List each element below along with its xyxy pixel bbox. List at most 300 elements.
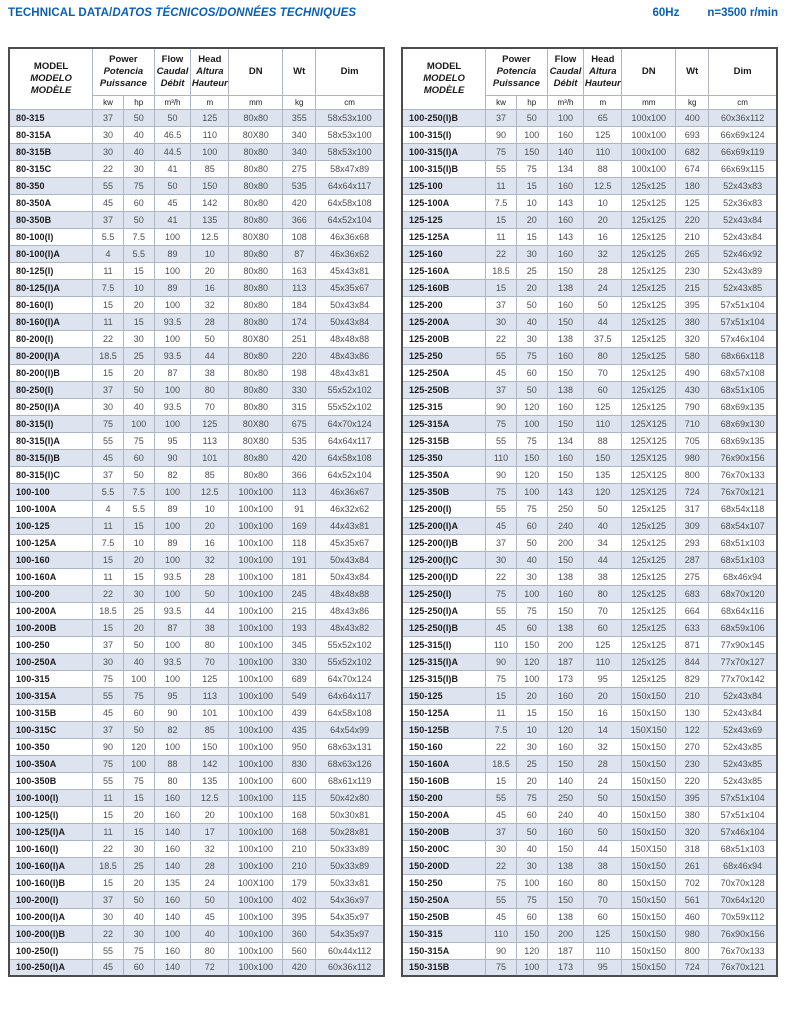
value-cell: 150x150 [622, 738, 676, 755]
value-cell: 77x90x145 [709, 636, 777, 653]
value-cell: 100x100 [229, 772, 283, 789]
value-cell: 80x80 [229, 194, 283, 211]
value-cell: 215 [283, 602, 316, 619]
table-row [402, 602, 777, 619]
table-row [402, 636, 777, 653]
value-cell: 110 [486, 925, 517, 942]
table-row [402, 891, 777, 908]
value-cell: 30 [123, 840, 154, 857]
value-cell: 7.5 [93, 534, 124, 551]
table-row [9, 143, 384, 160]
tables-container [8, 47, 778, 977]
value-cell: 88 [584, 432, 622, 449]
value-cell: 120 [584, 483, 622, 500]
model-cell: 150-125 [402, 687, 486, 704]
value-cell: 80X80 [229, 432, 283, 449]
value-cell: 90 [93, 738, 124, 755]
header-head-fr: Hauteur [191, 77, 228, 89]
value-cell: 125x125 [622, 551, 676, 568]
value-cell: 11 [486, 177, 517, 194]
value-cell: 52x43x84 [709, 704, 777, 721]
value-cell: 100x100 [229, 653, 283, 670]
value-cell: 22 [93, 330, 124, 347]
value-cell: 160 [547, 738, 584, 755]
value-cell: 22 [93, 840, 124, 857]
table-row [9, 194, 384, 211]
value-cell: 15 [93, 619, 124, 636]
table-row [9, 449, 384, 466]
value-cell: 125x125 [622, 619, 676, 636]
value-cell: 38 [584, 857, 622, 874]
col-header-model [402, 48, 486, 109]
value-cell: 76x70x121 [709, 483, 777, 500]
value-cell: 125 [676, 194, 709, 211]
table-row [402, 687, 777, 704]
table-row [9, 415, 384, 432]
value-cell: 710 [676, 415, 709, 432]
value-cell: 52x46x92 [709, 245, 777, 262]
value-cell: 50 [584, 296, 622, 313]
value-cell: 44 [191, 602, 229, 619]
operating-conditions [653, 7, 779, 19]
value-cell: 125 [584, 126, 622, 143]
value-cell: 68x51x105 [709, 381, 777, 398]
value-cell: 80x80 [229, 313, 283, 330]
header-model-en: MODEL [426, 60, 462, 72]
value-cell: 150 [547, 466, 584, 483]
value-cell: 37 [486, 381, 517, 398]
value-cell: 15 [486, 279, 517, 296]
model-cell: 125-250(I)A [402, 602, 486, 619]
table-row [402, 534, 777, 551]
value-cell: 75 [486, 415, 517, 432]
value-cell: 113 [283, 279, 316, 296]
value-cell: 48x48x88 [316, 585, 384, 602]
value-cell: 15 [516, 704, 547, 721]
model-cell: 125-125 [402, 211, 486, 228]
value-cell: 100 [154, 670, 191, 687]
value-cell: 7.5 [93, 279, 124, 296]
value-cell: 330 [283, 381, 316, 398]
value-cell: 113 [283, 483, 316, 500]
value-cell: 80x80 [229, 364, 283, 381]
table-row [402, 330, 777, 347]
model-cell: 150-125A [402, 704, 486, 721]
value-cell: 28 [191, 568, 229, 585]
value-cell: 125X125 [622, 415, 676, 432]
value-cell: 30 [123, 925, 154, 942]
value-cell: 60 [123, 194, 154, 211]
value-cell: 48x43x82 [316, 619, 384, 636]
value-cell: 705 [676, 432, 709, 449]
value-cell: 11 [93, 568, 124, 585]
value-cell: 150x150 [622, 806, 676, 823]
value-cell: 5.5 [123, 245, 154, 262]
value-cell: 60x36x112 [709, 109, 777, 126]
value-cell: 80 [584, 874, 622, 891]
value-cell: 50x43x84 [316, 296, 384, 313]
model-cell: 100-200B [9, 619, 93, 636]
value-cell: 150x150 [622, 823, 676, 840]
value-cell: 420 [283, 194, 316, 211]
model-cell: 100-315A [9, 687, 93, 704]
unit-dn: mm [622, 95, 676, 109]
table-row [9, 823, 384, 840]
header-flow-es: Caudal [156, 65, 189, 77]
unit-dim: cm [316, 95, 384, 109]
value-cell: 240 [547, 806, 584, 823]
model-cell: 150-250B [402, 908, 486, 925]
value-cell: 38 [191, 364, 229, 381]
value-cell: 100x100 [229, 721, 283, 738]
table-row [9, 670, 384, 687]
value-cell: 60x36x112 [316, 959, 384, 976]
table-row [9, 177, 384, 194]
value-cell: 150x150 [622, 942, 676, 959]
value-cell: 120 [516, 398, 547, 415]
value-cell: 68x63x131 [316, 738, 384, 755]
table-row [402, 398, 777, 415]
model-cell: 100-200(I)A [9, 908, 93, 925]
model-cell: 80-100(I)A [9, 245, 93, 262]
table-row [402, 551, 777, 568]
value-cell: 160 [154, 806, 191, 823]
value-cell: 15 [93, 874, 124, 891]
value-cell: 5.5 [93, 228, 124, 245]
table-row [402, 415, 777, 432]
table-row [402, 568, 777, 585]
model-cell: 80-100(I) [9, 228, 93, 245]
value-cell: 287 [676, 551, 709, 568]
value-cell: 22 [93, 585, 124, 602]
value-cell: 24 [584, 279, 622, 296]
value-cell: 120 [516, 942, 547, 959]
value-cell: 100 [123, 755, 154, 772]
value-cell: 395 [676, 296, 709, 313]
model-cell: 125-200A [402, 313, 486, 330]
value-cell: 37.5 [584, 330, 622, 347]
table-row [402, 126, 777, 143]
value-cell: 75 [123, 177, 154, 194]
value-cell: 100x100 [229, 687, 283, 704]
value-cell: 80 [191, 942, 229, 959]
table-row [9, 840, 384, 857]
value-cell: 25 [516, 262, 547, 279]
value-cell: 76x70x133 [709, 942, 777, 959]
value-cell: 37 [93, 721, 124, 738]
value-cell: 25 [123, 857, 154, 874]
table-row [402, 619, 777, 636]
table-row [402, 840, 777, 857]
value-cell: 184 [283, 296, 316, 313]
value-cell: 70 [191, 653, 229, 670]
unit-wt: kg [676, 95, 709, 109]
value-cell: 125 [191, 415, 229, 432]
value-cell: 38 [191, 619, 229, 636]
value-cell: 18.5 [486, 755, 517, 772]
table-header [402, 48, 777, 109]
unit-dn: mm [229, 95, 283, 109]
value-cell: 60 [584, 381, 622, 398]
value-cell: 75 [123, 942, 154, 959]
col-header-power [486, 48, 548, 95]
value-cell: 30 [486, 551, 517, 568]
value-cell: 15 [123, 568, 154, 585]
value-cell: 340 [283, 126, 316, 143]
table-row [402, 279, 777, 296]
value-cell: 125x125 [622, 262, 676, 279]
value-cell: 100x100 [229, 534, 283, 551]
value-cell: 50x28x81 [316, 823, 384, 840]
value-cell: 561 [676, 891, 709, 908]
table-row [402, 296, 777, 313]
value-cell: 340 [283, 143, 316, 160]
value-cell: 68x69x135 [709, 432, 777, 449]
value-cell: 80X80 [229, 415, 283, 432]
value-cell: 110 [584, 942, 622, 959]
value-cell: 100 [516, 483, 547, 500]
value-cell: 50 [516, 823, 547, 840]
value-cell: 15 [93, 806, 124, 823]
value-cell: 52x43x85 [709, 738, 777, 755]
model-cell: 100-125(I) [9, 806, 93, 823]
value-cell: 44 [191, 347, 229, 364]
model-cell: 80-200(I)A [9, 347, 93, 364]
value-cell: 10 [123, 279, 154, 296]
col-header-flow [547, 48, 584, 95]
value-cell: 80x80 [229, 262, 283, 279]
value-cell: 125x125 [622, 211, 676, 228]
value-cell: 80x80 [229, 381, 283, 398]
model-cell: 100-160 [9, 551, 93, 568]
value-cell: 50 [584, 823, 622, 840]
value-cell: 85 [191, 721, 229, 738]
value-cell: 80x80 [229, 143, 283, 160]
value-cell: 88 [584, 160, 622, 177]
value-cell: 70x59x112 [709, 908, 777, 925]
table-row [9, 551, 384, 568]
value-cell: 100 [154, 415, 191, 432]
value-cell: 150x150 [622, 959, 676, 976]
value-cell: 30 [516, 245, 547, 262]
value-cell: 52x43x84 [709, 211, 777, 228]
value-cell: 76x90x156 [709, 449, 777, 466]
table-row [9, 755, 384, 772]
value-cell: 11 [93, 517, 124, 534]
value-cell: 7.5 [486, 194, 517, 211]
value-cell: 18.5 [486, 262, 517, 279]
value-cell: 52x43x84 [709, 228, 777, 245]
value-cell: 75 [123, 687, 154, 704]
value-cell: 320 [676, 330, 709, 347]
value-cell: 100x100 [229, 925, 283, 942]
value-cell: 138 [547, 381, 584, 398]
value-cell: 395 [676, 789, 709, 806]
value-cell: 80x80 [229, 177, 283, 194]
model-cell: 100-250A [9, 653, 93, 670]
table-row [402, 245, 777, 262]
value-cell: 315 [283, 398, 316, 415]
value-cell: 93.5 [154, 313, 191, 330]
table-row [402, 228, 777, 245]
value-cell: 220 [283, 347, 316, 364]
value-cell: 110 [584, 143, 622, 160]
value-cell: 12.5 [191, 228, 229, 245]
value-cell: 50x33x89 [316, 857, 384, 874]
value-cell: 689 [283, 670, 316, 687]
col-header-power [93, 48, 155, 95]
value-cell: 100x100 [229, 585, 283, 602]
model-cell: 100-350A [9, 755, 93, 772]
value-cell: 633 [676, 619, 709, 636]
value-cell: 100 [547, 109, 584, 126]
value-cell: 366 [283, 211, 316, 228]
model-cell: 150-200A [402, 806, 486, 823]
value-cell: 90 [154, 704, 191, 721]
model-cell: 125-100A [402, 194, 486, 211]
value-cell: 138 [547, 619, 584, 636]
value-cell: 173 [547, 959, 584, 976]
value-cell: 400 [676, 109, 709, 126]
value-cell: 113 [191, 687, 229, 704]
model-cell: 150-315 [402, 925, 486, 942]
value-cell: 75 [516, 602, 547, 619]
value-cell: 48x43x86 [316, 347, 384, 364]
value-cell: 75 [93, 755, 124, 772]
header-flow-en: Flow [161, 53, 184, 65]
value-cell: 535 [283, 432, 316, 449]
value-cell: 20 [123, 874, 154, 891]
value-cell: 125 [584, 925, 622, 942]
value-cell: 150 [547, 840, 584, 857]
value-cell: 600 [283, 772, 316, 789]
value-cell: 76x70x133 [709, 466, 777, 483]
col-header-dim: Dim [316, 48, 384, 95]
value-cell: 100 [154, 330, 191, 347]
value-cell: 215 [676, 279, 709, 296]
value-cell: 68x46x94 [709, 857, 777, 874]
model-cell: 125-250A [402, 364, 486, 381]
model-cell: 80-315(I)A [9, 432, 93, 449]
value-cell: 18.5 [93, 857, 124, 874]
model-cell: 125-350A [402, 466, 486, 483]
value-cell: 100x100 [622, 143, 676, 160]
page-title-main: TECHNICAL DATA/ [8, 7, 113, 19]
table-row [402, 874, 777, 891]
value-cell: 75 [516, 432, 547, 449]
value-cell: 40 [516, 313, 547, 330]
col-header-dn: DN [622, 48, 676, 95]
value-cell: 100x100 [229, 704, 283, 721]
value-cell: 125 [191, 109, 229, 126]
value-cell: 10 [584, 194, 622, 211]
unit-head: m [584, 95, 622, 109]
page-title-translations: DATOS TÉCNICOS/DONNÉES TECHNIQUES [112, 7, 357, 19]
model-cell: 125-125A [402, 228, 486, 245]
value-cell: 57x51x104 [709, 806, 777, 823]
value-cell: 125x125 [622, 602, 676, 619]
value-cell: 330 [283, 653, 316, 670]
value-cell: 15 [123, 823, 154, 840]
value-cell: 360 [283, 925, 316, 942]
value-cell: 100x100 [229, 551, 283, 568]
model-cell: 80-350A [9, 194, 93, 211]
value-cell: 46x36x62 [316, 245, 384, 262]
value-cell: 50 [123, 466, 154, 483]
value-cell: 150X150 [622, 721, 676, 738]
model-cell: 80-350 [9, 177, 93, 194]
value-cell: 245 [283, 585, 316, 602]
value-cell: 22 [486, 245, 517, 262]
value-cell: 20 [123, 619, 154, 636]
value-cell: 66x69x115 [709, 160, 777, 177]
value-cell: 150 [547, 704, 584, 721]
value-cell: 150x150 [622, 891, 676, 908]
table-row [9, 466, 384, 483]
value-cell: 100x100 [229, 942, 283, 959]
model-cell: 125-315B [402, 432, 486, 449]
value-cell: 22 [93, 160, 124, 177]
value-cell: 80 [584, 347, 622, 364]
value-cell: 20 [516, 211, 547, 228]
model-cell: 125-315A [402, 415, 486, 432]
value-cell: 125x125 [622, 517, 676, 534]
value-cell: 28 [191, 313, 229, 330]
value-cell: 125X125 [622, 449, 676, 466]
value-cell: 50x33x89 [316, 840, 384, 857]
value-cell: 140 [154, 857, 191, 874]
model-cell: 100-100 [9, 483, 93, 500]
model-cell: 100-315(I)B [402, 160, 486, 177]
value-cell: 15 [486, 772, 517, 789]
value-cell: 50 [154, 177, 191, 194]
value-cell: 100 [123, 670, 154, 687]
page-header [8, 7, 778, 19]
table-row [9, 874, 384, 891]
model-cell: 150-160 [402, 738, 486, 755]
value-cell: 64x58x108 [316, 449, 384, 466]
value-cell: 66x69x124 [709, 126, 777, 143]
value-cell: 138 [547, 568, 584, 585]
value-cell: 60 [123, 449, 154, 466]
model-cell: 150-250A [402, 891, 486, 908]
value-cell: 7.5 [486, 721, 517, 738]
value-cell: 693 [676, 126, 709, 143]
value-cell: 20 [584, 687, 622, 704]
value-cell: 68x61x119 [316, 772, 384, 789]
table-row [9, 857, 384, 874]
value-cell: 150X150 [622, 840, 676, 857]
value-cell: 93.5 [154, 568, 191, 585]
value-cell: 143 [547, 483, 584, 500]
value-cell: 75 [486, 585, 517, 602]
value-cell: 844 [676, 653, 709, 670]
value-cell: 30 [486, 313, 517, 330]
model-cell: 80-350B [9, 211, 93, 228]
model-cell: 150-160B [402, 772, 486, 789]
value-cell: 45 [93, 449, 124, 466]
value-cell: 7.5 [123, 228, 154, 245]
model-cell: 100-100A [9, 500, 93, 517]
model-cell: 125-200B [402, 330, 486, 347]
header-power-en: Power [502, 53, 531, 65]
table-row [9, 517, 384, 534]
value-cell: 15 [123, 313, 154, 330]
table-row [9, 942, 384, 959]
value-cell: 15 [93, 296, 124, 313]
value-cell: 160 [154, 789, 191, 806]
value-cell: 90 [486, 466, 517, 483]
